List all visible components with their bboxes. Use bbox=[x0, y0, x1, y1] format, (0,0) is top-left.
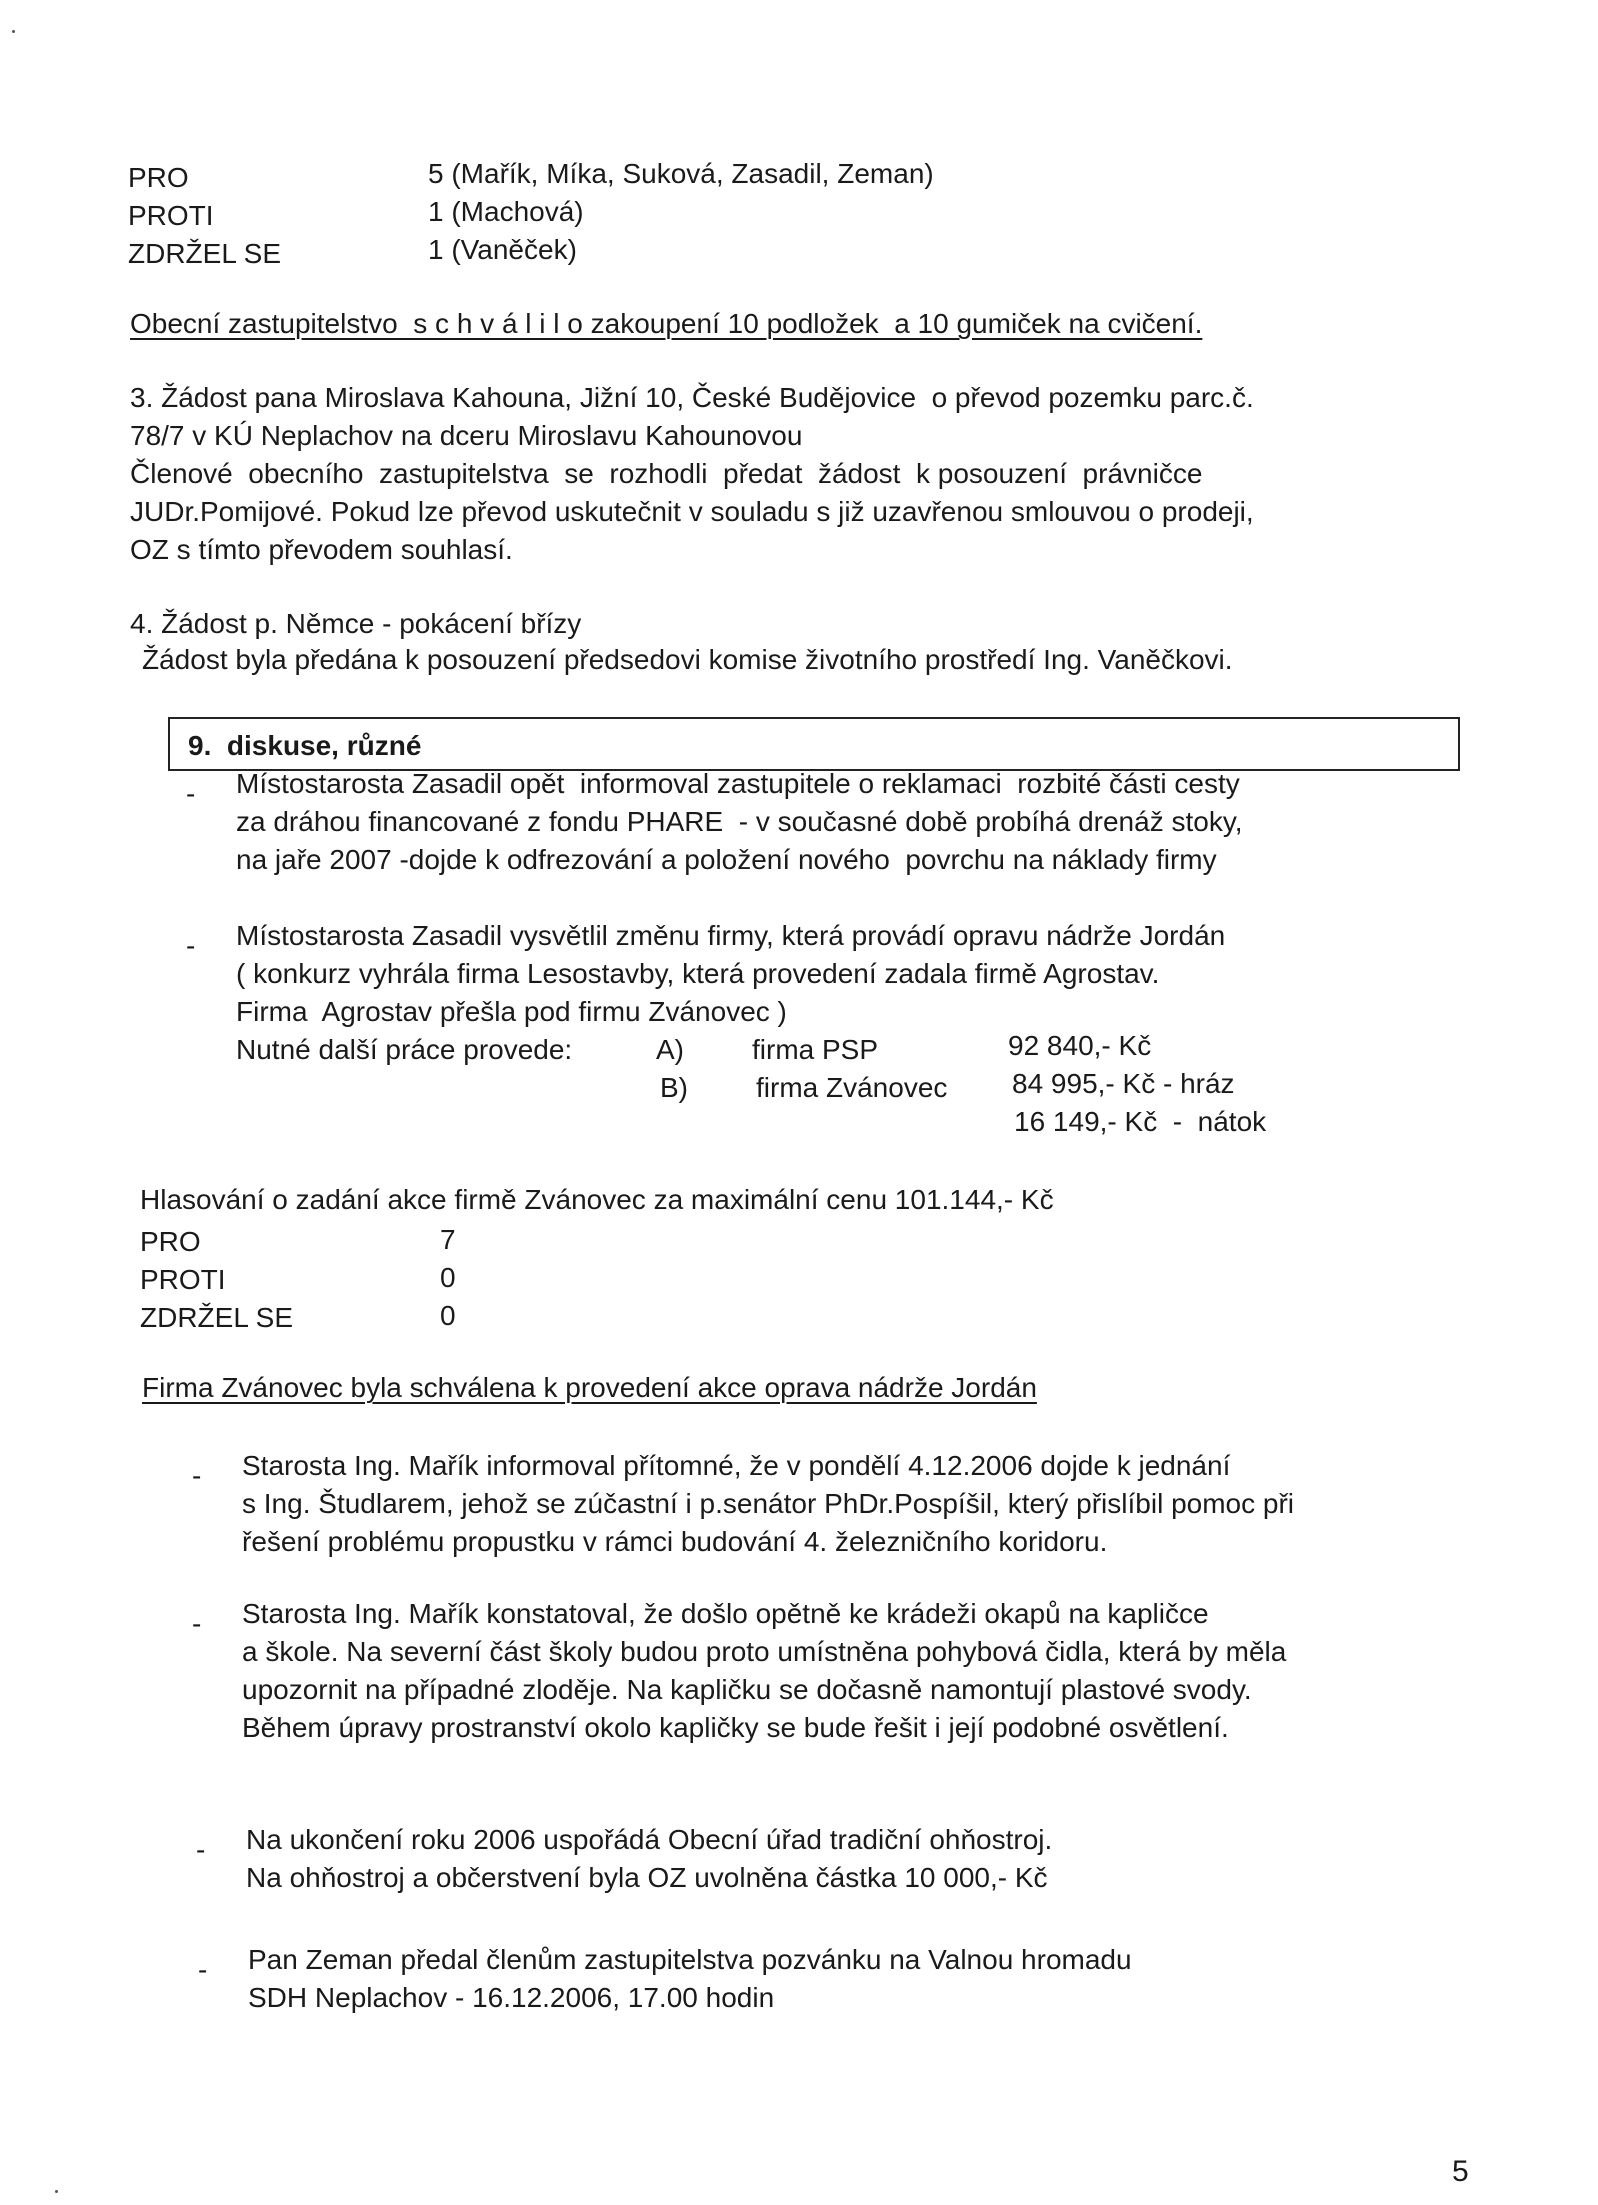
bullet-line: na jaře 2007 -dojde k odfrezování a položení nového povrchu na náklady firmy bbox=[236, 844, 1217, 875]
bullet-line: Na ohňostroj a občerstvení byla OZ uvolněna částka 10 000,- Kč bbox=[246, 1862, 1048, 1893]
vote1-value-pro: 5 (Mařík, Míka, Suková, Zasadil, Zeman) bbox=[428, 158, 934, 189]
bullet-line: Na ukončení roku 2006 uspořádá Obecní úřad tradiční ohňostroj. bbox=[246, 1824, 1053, 1855]
bullet-line: řešení problému propustku v rámci budování 4. železničního koridoru. bbox=[242, 1526, 1108, 1557]
item3-line: JUDr.Pomijové. Pokud lze převod uskutečnit v souladu s již uzavřenou smlouvou o prodeji, bbox=[130, 496, 1254, 527]
bullet-line: Místostarosta Zasadil opět informoval zastupitele o reklamaci rozbité části cesty bbox=[236, 768, 1240, 799]
bullet-line: Pan Zeman předal členům zastupitelstva pozvánku na Valnou hromadu bbox=[248, 1944, 1132, 1975]
works-a-amount: 92 840,- Kč bbox=[1008, 1030, 1152, 1061]
bullet-line: Firma Agrostav přešla pod firmu Zvánovec ) bbox=[236, 996, 787, 1027]
page-number: 5 bbox=[1452, 2155, 1469, 2188]
works-intro: Nutné další práce provede: bbox=[236, 1034, 573, 1065]
section9-heading: 9. diskuse, různé bbox=[188, 730, 422, 761]
bullet-line: s Ing. Študlarem, jehož se zúčastní i p.senátor PhDr.Pospíšil, který přislíbil pomoc při bbox=[242, 1488, 1295, 1519]
vote2-value-zdrzel: 0 bbox=[440, 1300, 456, 1331]
bullet-dash: - bbox=[196, 1834, 206, 1865]
scan-speck bbox=[55, 2190, 58, 2193]
vote1-value-proti: 1 (Machová) bbox=[428, 196, 584, 227]
bullet-line: Starosta Ing. Mařík konstatoval, že došlo opětně ke krádeži okapů na kapličce bbox=[242, 1598, 1209, 1629]
item4-line: Žádost byla předána k posouzení předsedovi komise životního prostředí Ing. Vaněčkovi. bbox=[142, 644, 1233, 675]
item4-line: 4. Žádost p. Němce - pokácení břízy bbox=[130, 608, 582, 639]
vote1-resolution: Obecní zastupitelstvo s c h v á l i l o zakoupení 10 podložek a 10 gumiček na cvičení. bbox=[130, 308, 1203, 339]
vote1-label-pro: PRO bbox=[128, 162, 189, 193]
bullet-dash: - bbox=[186, 778, 196, 809]
works-b-firm: firma Zvánovec bbox=[756, 1072, 948, 1103]
vote2-value-proti: 0 bbox=[440, 1262, 456, 1293]
item3-line: 78/7 v KÚ Neplachov na dceru Miroslavu Kahounovou bbox=[130, 420, 803, 451]
vote1-label-proti: PROTI bbox=[128, 200, 214, 231]
bullet-line: SDH Neplachov - 16.12.2006, 17.00 hodin bbox=[248, 1982, 775, 2013]
bullet-line: Během úpravy prostranství okolo kapličky se bude řešit i její podobné osvětlení. bbox=[242, 1712, 1229, 1743]
works-a-label: A) bbox=[656, 1034, 684, 1065]
scan-speck bbox=[12, 30, 15, 33]
vote2-label-proti: PROTI bbox=[140, 1264, 226, 1295]
bullet-line: Místostarosta Zasadil vysvětlil změnu firmy, která provádí opravu nádrže Jordán bbox=[236, 920, 1226, 951]
vote1-value-zdrzel: 1 (Vaněček) bbox=[428, 234, 577, 265]
works-b-label: B) bbox=[660, 1072, 688, 1103]
bullet-line: za dráhou financované z fondu PHARE - v současné době probíhá drenáž stoky, bbox=[236, 806, 1243, 837]
works-a-firm: firma PSP bbox=[752, 1034, 879, 1065]
bullet-dash: - bbox=[192, 1608, 202, 1639]
vote2-label-pro: PRO bbox=[140, 1226, 201, 1257]
works-b-amount-inflow: 16 149,- Kč - nátok bbox=[1014, 1106, 1267, 1137]
vote2-value-pro: 7 bbox=[440, 1224, 456, 1255]
bullet-dash: - bbox=[186, 930, 196, 961]
item3-line: 3. Žádost pana Miroslava Kahouna, Jižní 10, České Budějovice o převod pozemku parc.č. bbox=[130, 382, 1254, 413]
bullet-line: upozornit na případné zloděje. Na kapličku se dočasně namontují plastové svody. bbox=[242, 1674, 1252, 1705]
bullet-line: Starosta Ing. Mařík informoval přítomné, že v pondělí 4.12.2006 dojde k jednání bbox=[242, 1450, 1231, 1481]
item3-line: OZ s tímto převodem souhlasí. bbox=[130, 534, 513, 565]
bullet-dash: - bbox=[192, 1460, 202, 1491]
vote2-label-zdrzel: ZDRŽEL SE bbox=[140, 1302, 293, 1333]
vote2-title: Hlasování o zadání akce firmě Zvánovec za maximální cenu 101.144,- Kč bbox=[140, 1184, 1054, 1215]
bullet-line: a škole. Na severní část školy budou proto umístněna pohybová čidla, která by měla bbox=[242, 1636, 1287, 1667]
bullet-line: ( konkurz vyhrála firma Lesostavby, která provedení zadala firmě Agrostav. bbox=[236, 958, 1160, 989]
works-b-amount-dam: 84 995,- Kč - hráz bbox=[1012, 1068, 1235, 1099]
bullet-dash: - bbox=[198, 1954, 208, 1985]
item3-line: Členové obecního zastupitelstva se rozhodli předat žádost k posouzení právničce bbox=[130, 458, 1203, 489]
vote2-resolution: Firma Zvánovec byla schválena k provedení akce oprava nádrže Jordán bbox=[142, 1372, 1037, 1403]
vote1-label-zdrzel: ZDRŽEL SE bbox=[128, 238, 281, 269]
